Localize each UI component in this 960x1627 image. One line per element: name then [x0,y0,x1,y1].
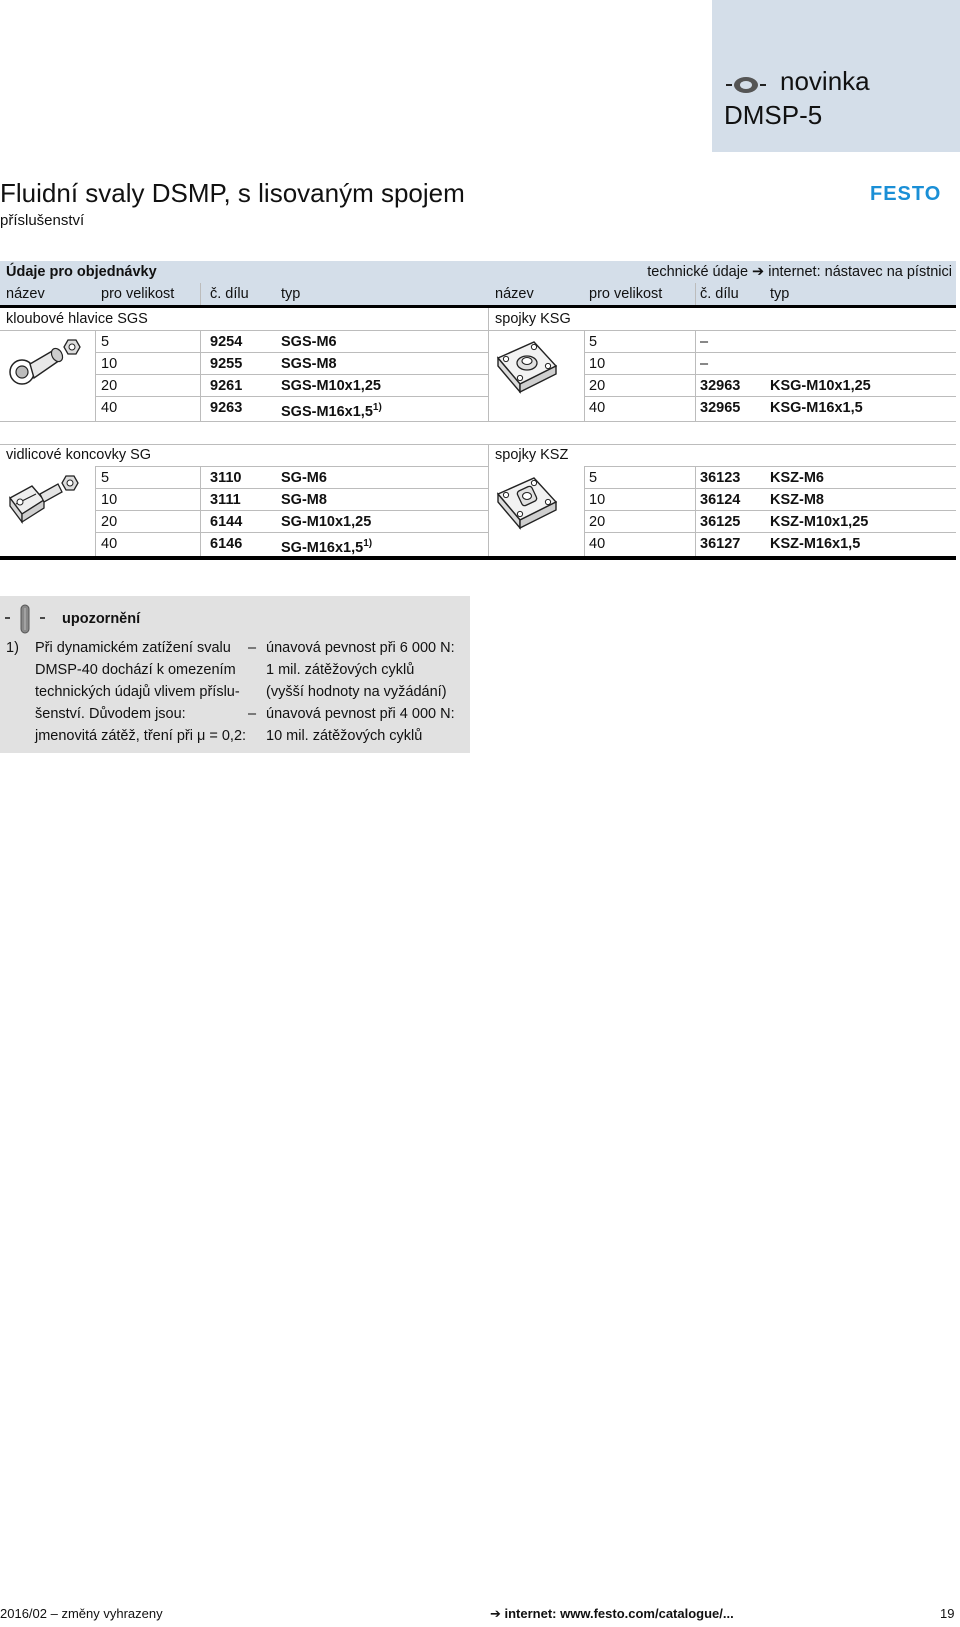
note-left-line: Při dynamickém zatížení svalu [35,640,231,656]
note-right-line: únavová pevnost při 6 000 N: [266,640,455,656]
product-code: DMSP-5 [724,100,823,130]
sg-type-2: SG-M8 [281,492,327,508]
sg-size-4: 40 [101,536,118,552]
ksg-type-4: KSG-M16x1,5 [770,400,863,416]
col-size-right: pro velikost [589,286,663,302]
ksg-type-3: KSG-M10x1,25 [770,378,871,394]
coupling-plate-icon [494,472,562,542]
note-left-line: technických údajů vlivem příslu- [35,684,240,700]
sgs-size-4: 40 [101,400,118,416]
col-type-left: typ [281,286,301,302]
ksg-size-3: 20 [589,378,606,394]
note-right-line: 10 mil. zátěžových cyklů [266,728,423,744]
ksg-part-4: 32965 [700,400,741,416]
ksz-size-2: 10 [589,492,606,508]
sg-size-2: 10 [101,492,118,508]
note-right-line: 1 mil. zátěžových cyklů [266,662,415,678]
note-dash: – [248,640,257,656]
col-size-left: pro velikost [101,286,175,302]
note-marker: 1) [6,640,19,656]
sg-part-4: 6146 [210,536,243,552]
coupling-plate-icon [494,336,562,406]
novelty-label: novinka [780,66,870,96]
section-name-sgs: kloubové hlavice SGS [6,311,148,327]
page-title: Fluidní svaly DSMP, s lisovaným spojem [0,178,465,208]
footer-catalogue-link[interactable]: ➔ internet: www.festo.com/catalogue/... [490,1606,734,1621]
novelty-icon [724,74,768,96]
col-name-right: název [495,286,534,302]
ksg-part-2: – [700,356,709,372]
footnote-ref: 1) [372,402,382,413]
note-title: upozornění [62,611,141,627]
ksz-part-2: 36124 [700,492,741,508]
ksz-part-3: 36125 [700,514,741,530]
col-part-right: č. dílu [700,286,739,302]
ksz-type-2: KSZ-M8 [770,492,824,508]
sgs-part-4: 9263 [210,400,243,416]
novelty-box [712,0,960,152]
ksg-size-2: 10 [589,356,606,372]
note-right-line: (vyšší hodnoty na vyžádání) [266,684,447,700]
col-part-left: č. dílu [210,286,249,302]
footnote-ref: 1) [363,538,373,549]
festo-logo-text: FESTO [870,183,942,203]
sgs-size-1: 5 [101,334,110,350]
sgs-size-2: 10 [101,356,118,372]
tech-data-link[interactable]: technické údaje ➔ internet: nástavec na pístnici [647,264,952,280]
section-name-ksz: spojky KSZ [495,447,569,463]
note-right-line: únavová pevnost při 4 000 N: [266,706,455,722]
col-type-right: typ [770,286,790,302]
sgs-part-1: 9254 [210,334,243,350]
festo-logo [870,183,956,203]
order-data-header: Údaje pro objednávky [6,264,157,280]
ksz-type-4: KSZ-M16x1,5 [770,536,861,552]
ksg-part-3: 32963 [700,378,741,394]
ksg-part-1: – [700,334,709,350]
ksz-part-1: 36123 [700,470,741,486]
page-subtitle: příslušenství [0,212,85,229]
sg-type-4: SG-M16x1,5$^{1)}$ [281,538,373,556]
sgs-type-2: SGS-M8 [281,356,337,372]
note-left-line: jmenovitá zátěž, tření při μ = 0,2: [35,728,247,744]
rod-eye-icon [6,334,88,392]
sgs-part-3: 9261 [210,378,243,394]
note-dash: – [248,706,257,722]
ksz-type-1: KSZ-M6 [770,470,824,486]
sg-part-3: 6144 [210,514,243,530]
sg-size-1: 5 [101,470,110,486]
ksg-size-4: 40 [589,400,606,416]
warning-note [0,596,470,753]
ksg-size-1: 5 [589,334,598,350]
sg-type-1: SG-M6 [281,470,327,486]
footer-changes: 2016/02 – změny vyhrazeny [0,1606,163,1621]
sgs-type-3: SGS-M10x1,25 [281,378,381,394]
sgs-type-1: SGS-M6 [281,334,337,350]
sg-part-2: 3111 [210,492,241,508]
sgs-type-4: SGS-M16x1,5$^{1)}$ [281,402,382,420]
col-name-left: název [6,286,45,302]
ksz-part-4: 36127 [700,536,741,552]
sg-size-3: 20 [101,514,118,530]
ksz-size-4: 40 [589,536,606,552]
sgs-part-2: 9255 [210,356,243,372]
section-name-sg: vidlicové koncovky SG [6,447,152,463]
page-number: 19 [940,1606,955,1621]
sg-part-1: 3110 [210,470,242,486]
sgs-size-3: 20 [101,378,118,394]
ksz-size-3: 20 [589,514,606,530]
sg-type-3: SG-M10x1,25 [281,514,372,530]
ksz-type-3: KSZ-M10x1,25 [770,514,869,530]
ksz-size-1: 5 [589,470,598,486]
section-name-ksg: spojky KSG [495,311,571,327]
table-bottom-rule [0,556,956,560]
warning-icon [4,604,46,634]
rod-clevis-icon [6,468,88,530]
note-left-line: šenství. Důvodem jsou: [35,706,186,722]
note-left-line: DMSP-40 dochází k omezením [35,662,236,678]
